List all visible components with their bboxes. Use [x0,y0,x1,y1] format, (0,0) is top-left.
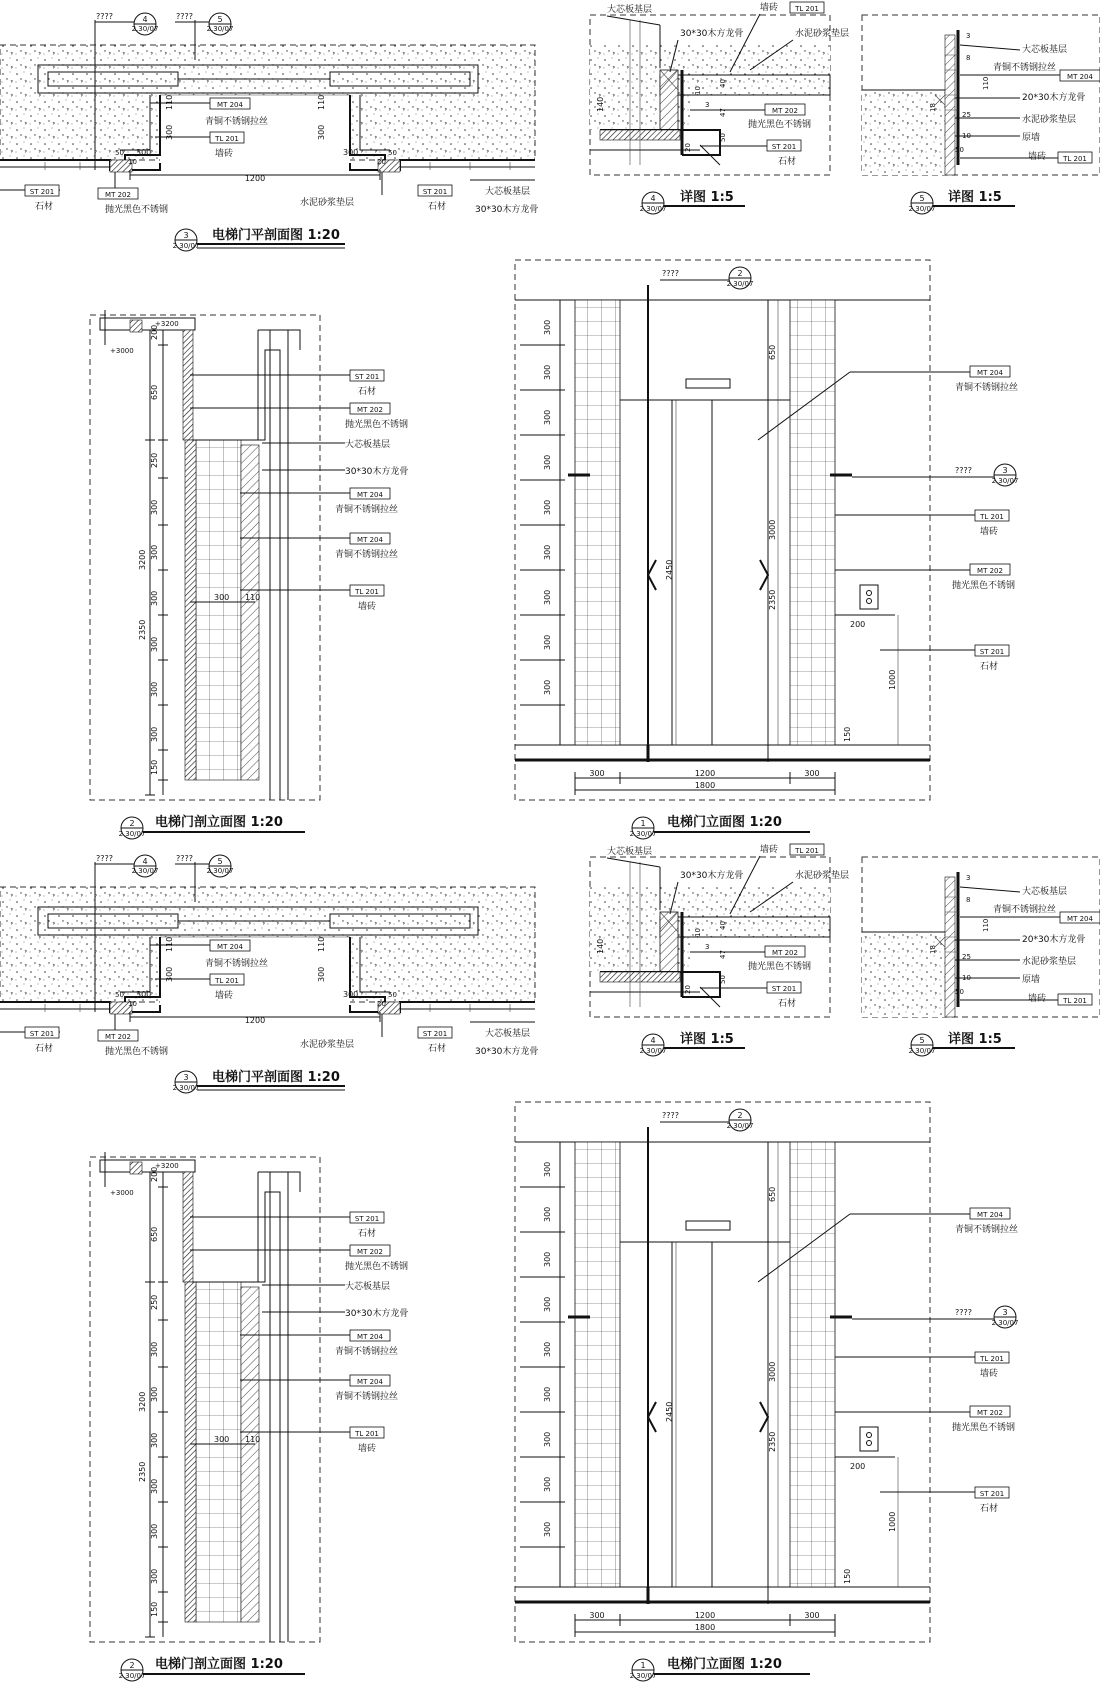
d5-label-batten20: 20*30木方龙骨 [1022,93,1086,103]
elev-ref-top-num: 2 [737,1111,743,1120]
plan-dim-50-right: 50 [388,991,397,999]
d5-label-blockboard: 大芯板基层 [1022,887,1068,897]
d4-tag-tile: TL 201 [795,5,819,13]
elev-dim-left-9: 300 [543,1521,552,1537]
d5-title: 详图 1:5 [948,1032,1002,1047]
elev-label-black-steel: 抛光黑色不锈钢 [952,581,1016,591]
elev-tag-stone: ST 201 [979,648,1005,656]
sec-dim-300-c: 300 [150,1432,159,1448]
d5-dim-25: 25 [962,111,971,119]
d4-dim-20: 20 [684,143,692,152]
d4-tag-black-steel: MT 202 [772,107,798,115]
sec-level-low: +3000 [110,1189,134,1197]
detail-4-view-copy [590,843,849,1056]
plan-label-tile: 墙砖 [215,149,234,159]
sec-label-black-steel: 抛光黑色不锈钢 [345,1262,409,1272]
plan-label-black-steel: 抛光黑色不锈钢 [105,205,169,215]
sec-dim-300-a: 300 [150,1341,159,1357]
plan-tag-brass: MT 204 [217,101,243,109]
elev-ref-top-label: ???? [662,269,679,278]
d4-label-tile: 墙砖 [760,3,779,13]
elev-title: 电梯门立面图 1:20 [667,1657,782,1672]
plan-dim-opening: 1200 [244,1016,266,1025]
d4-dim-50: 50 [719,975,727,984]
sec-tag-stone: ST 201 [354,373,380,381]
d5-title: 详图 1:5 [948,190,1002,205]
repeated-sheet-copy [0,843,1100,1681]
sec-dim-300-b: 300 [150,544,159,560]
elev-label-stone: 石材 [980,662,999,672]
sec-dim-200: 200 [150,1166,159,1182]
sec-dim-300-h: 300 [214,1435,230,1444]
plan-ref-left-label: ???? [96,12,113,21]
plan-ref-left-sheet: 2.30/07 [131,867,159,875]
plan-label-mortar: 水泥砂浆垫层 [300,198,355,208]
elev-dim-left-3: 300 [543,1251,552,1267]
elev-ref-top-num: 2 [737,269,743,278]
plan-ref-right-label: ???? [176,12,193,21]
elev-title-sheet: 2.30/07 [629,1672,657,1680]
d4-dim-10: 10 [694,86,702,95]
plan-ref-left-sheet: 2.30/07 [131,25,159,33]
sec-tag-brass-b: MT 204 [357,1378,383,1386]
elev-dim-2450: 2450 [665,1401,674,1422]
sec-level-top: +3200 [155,320,179,328]
plan-label-brass: 青铜不锈钢拉丝 [205,959,269,969]
plan-ref-right-label: ???? [176,854,193,863]
plan-label-stone-left: 石材 [35,1044,54,1054]
sec-label-stone: 石材 [358,387,377,397]
sec-dim-300-e: 300 [150,1523,159,1539]
d4-label-stone: 石材 [778,999,797,1009]
sec-dim-300-e: 300 [150,681,159,697]
plan-dim-50-left: 50 [115,149,124,157]
plan-dim-50-right: 50 [388,149,397,157]
elev-ref-side-sheet: 2.30/07 [991,477,1019,485]
elev-dim-w-mid: 1200 [694,769,716,778]
sec-dim-250: 250 [150,1294,159,1310]
sec-dim-110: 110 [245,593,261,602]
d4-label-black-steel: 抛光黑色不锈钢 [748,962,812,972]
plan-dim-20: 20 [377,158,386,166]
d4-label-mortar: 水泥砂浆垫层 [795,29,850,39]
elev-title-num: 1 [640,1661,646,1670]
d5-tag-brass: MT 204 [1067,915,1093,923]
plan-title-sheet: 2.30/07 [172,242,200,250]
sec-tag-brass-a: MT 204 [357,491,383,499]
plan-label-stone-right: 石材 [428,1044,447,1054]
plan-label-blockboard: 大芯板基层 [485,1029,531,1039]
d5-dim-8: 8 [966,896,971,904]
d4-tag-black-steel: MT 202 [772,949,798,957]
elev-label-brass: 青铜不锈钢拉丝 [955,383,1019,393]
d4-dim-3: 3 [705,943,710,951]
plan-title-num: 3 [183,231,189,240]
d5-label-original-wall: 原墙 [1022,975,1041,985]
d4-label-mortar: 水泥砂浆垫层 [795,871,850,881]
d4-dim-10: 10 [694,928,702,937]
section-elevation-view [90,310,408,839]
sec-label-brass-b: 青铜不锈钢拉丝 [335,1392,399,1402]
d5-dim-3: 3 [966,32,971,40]
elev-dim-w-left: 300 [589,769,605,778]
elev-dim-3000: 3000 [768,519,777,540]
elev-label-black-steel: 抛光黑色不锈钢 [952,1423,1016,1433]
plan-tag-black-steel: MT 202 [105,1033,131,1041]
d4-dim-40: 40 [719,921,727,930]
sec-label-black-steel: 抛光黑色不锈钢 [345,420,409,430]
elev-title-num: 1 [640,819,646,828]
d4-title: 详图 1:5 [680,190,734,205]
elev-dim-left-5: 300 [543,499,552,515]
d5-tag-tile: TL 201 [1063,155,1087,163]
sec-dim-300-h: 300 [214,593,230,602]
plan-ref-right-num: 5 [217,15,223,24]
d4-label-stone: 石材 [778,157,797,167]
elev-dim-left-7: 300 [543,589,552,605]
elev-dim-left-8: 300 [543,1476,552,1492]
sec-tag-tile: TL 201 [355,1430,379,1438]
elev-dim-left-2: 300 [543,1206,552,1222]
elev-dim-w-mid: 1200 [694,1611,716,1620]
plan-ref-right-sheet: 2.30/07 [206,25,234,33]
elev-dim-3000: 3000 [768,1361,777,1382]
sec-dim-150: 150 [150,759,159,775]
sec-tag-brass-a: MT 204 [357,1333,383,1341]
d4-label-blockboard: 大芯板基层 [607,847,653,857]
plan-dim-110-right: 110 [317,94,326,110]
elev-dim-650: 650 [768,1186,777,1202]
d5-label-tile: 墙砖 [1028,152,1047,162]
sec-tag-stone: ST 201 [354,1215,380,1223]
sec-label-batten: 30*30木方龙骨 [345,467,409,477]
plan-dim-10: 10 [128,158,137,166]
plan-label-blockboard: 大芯板基层 [485,187,531,197]
sec-label-batten: 30*30木方龙骨 [345,1309,409,1319]
plan-label-batten30: 30*30木方龙骨 [475,1047,539,1057]
d4-label-batten: 30*30木方龙骨 [680,29,744,39]
d4-dim-47: 47 [719,108,727,117]
elevation-view [515,260,1018,839]
sec-tag-brass-b: MT 204 [357,536,383,544]
elev-dim-1000: 1000 [888,1511,897,1532]
elev-ref-top-sheet: 2.30/07 [726,1122,754,1130]
elev-left-dims [543,1162,552,1537]
elev-title-sheet: 2.30/07 [629,830,657,838]
d5-label-brass: 青铜不锈钢拉丝 [993,905,1057,915]
sec-dim-300-b: 300 [150,1386,159,1402]
plan-ref-left-num: 4 [142,15,148,24]
plan-dim-depth-right: 300 [317,124,326,140]
plan-ref-right-num: 5 [217,857,223,866]
sec-level-low: +3000 [110,347,134,355]
plan-dim-depth-left: 300 [165,966,174,982]
plan-tag-stone-right: ST 201 [422,188,448,196]
d4-label-blockboard: 大芯板基层 [607,5,653,15]
elev-dim-200: 200 [850,620,866,629]
elev-tag-tile: TL 201 [980,1355,1004,1363]
d5-dim-10: 10 [962,132,971,140]
elev-dim-150: 150 [843,1568,852,1584]
sec-dim-300-d: 300 [150,1478,159,1494]
sec-title-sheet: 2.30/07 [118,1672,146,1680]
elev-dim-left-2: 300 [543,364,552,380]
d4-dim-140: 140 [596,938,605,954]
plan-tag-tile: TL 201 [215,135,239,143]
d5-label-blockboard: 大芯板基层 [1022,45,1068,55]
d5-title-num: 5 [919,1036,925,1045]
plan-ref-left-num: 4 [142,857,148,866]
d4-dim-47: 47 [719,950,727,959]
elev-dim-left-5: 300 [543,1341,552,1357]
plan-label-black-steel: 抛光黑色不锈钢 [105,1047,169,1057]
elev-dim-left-4: 300 [543,1296,552,1312]
sec-title: 电梯门剖立面图 1:20 [155,815,283,830]
plan-label-mortar: 水泥砂浆垫层 [300,1040,355,1050]
sec-dim-650: 650 [150,384,159,400]
sec-tag-black-steel: MT 202 [357,406,383,414]
d4-tag-tile: TL 201 [795,847,819,855]
d5-title-num: 5 [919,194,925,203]
d4-dim-50: 50 [719,133,727,142]
plan-tag-tile: TL 201 [215,977,239,985]
sec-dim-300-a: 300 [150,499,159,515]
d5-dim-25: 25 [962,953,971,961]
d4-tag-stone: ST 201 [771,985,797,993]
elev-ref-side-num: 3 [1002,1308,1008,1317]
plan-dim-left-jamb: 300 [136,990,152,999]
sec-label-tile: 墙砖 [358,1444,377,1454]
sec-label-blockboard: 大芯板基层 [345,440,391,450]
plan-ref-right-sheet: 2.30/07 [206,867,234,875]
d4-label-tile: 墙砖 [760,845,779,855]
elev-tag-stone: ST 201 [979,1490,1005,1498]
elev-dim-2350: 2350 [768,1431,777,1452]
plan-title-num: 3 [183,1073,189,1082]
d5-dim-8: 8 [966,54,971,62]
sec-title-num: 2 [129,819,135,828]
sec-label-stone: 石材 [358,1229,377,1239]
elev-tag-brass: MT 204 [977,369,1003,377]
d5-label-mortar: 水泥砂浆垫层 [1022,115,1077,125]
plan-tag-stone-left: ST 201 [29,188,55,196]
elev-dim-left-3: 300 [543,409,552,425]
elev-dim-left-1: 300 [543,1161,552,1177]
elev-dim-left-6: 300 [543,544,552,560]
sec-dim-2350: 2350 [138,619,147,640]
d5-dim-10: 10 [962,974,971,982]
d5-dim-110: 110 [982,76,990,90]
plan-tag-stone-left: ST 201 [29,1030,55,1038]
plan-dim-right-jamb: 300 [343,148,359,157]
d5-label-original-wall: 原墙 [1022,133,1041,143]
sec-title-num: 2 [129,1661,135,1670]
elevation-view-copy [515,1102,1018,1681]
plan-title: 电梯门平剖面图 1:20 [212,228,340,243]
d4-title-sheet: 2.30/07 [639,205,667,213]
plan-dim-20: 20 [377,1000,386,1008]
sec-dim-2350: 2350 [138,1461,147,1482]
elev-dim-left-6: 300 [543,1386,552,1402]
plan-label-brass: 青铜不锈钢拉丝 [205,117,269,127]
elev-label-stone: 石材 [980,1504,999,1514]
plan-dim-depth-right: 300 [317,966,326,982]
d5-dim-3: 3 [966,874,971,882]
d4-dim-40: 40 [719,79,727,88]
d5-label-tile: 墙砖 [1028,994,1047,1004]
elev-label-tile: 墙砖 [980,1369,999,1379]
d5-dim-18: 18 [929,103,937,112]
detail-5-view [862,15,1100,214]
plan-section-view [0,12,538,251]
plan-section-view-copy [0,854,538,1093]
d4-dim-20: 20 [684,985,692,994]
plan-label-tile: 墙砖 [215,991,234,1001]
elev-label-brass: 青铜不锈钢拉丝 [955,1225,1019,1235]
d5-label-brass: 青铜不锈钢拉丝 [993,63,1057,73]
plan-label-stone-left: 石材 [35,202,54,212]
sec-label-tile: 墙砖 [358,602,377,612]
elev-tag-black-steel: MT 202 [977,567,1003,575]
elev-dim-left-4: 300 [543,454,552,470]
elev-dim-w-total: 1800 [694,781,716,790]
d4-title: 详图 1:5 [680,1032,734,1047]
elev-dim-left-9: 300 [543,679,552,695]
plan-dim-50-left: 50 [115,991,124,999]
d5-dim-50: 50 [955,988,964,996]
plan-tag-stone-right: ST 201 [422,1030,448,1038]
elev-ref-top-label: ???? [662,1111,679,1120]
elev-left-dims [543,320,552,695]
sec-dim-110: 110 [245,1435,261,1444]
sec-title: 电梯门剖立面图 1:20 [155,1657,283,1672]
elev-dim-left-1: 300 [543,319,552,335]
d5-label-batten20: 20*30木方龙骨 [1022,935,1086,945]
elev-dim-w-right: 300 [804,1611,820,1620]
d5-title-sheet: 2.30/07 [908,1047,936,1055]
elev-ref-side-num: 3 [1002,466,1008,475]
plan-tag-black-steel: MT 202 [105,191,131,199]
elev-dim-w-right: 300 [804,769,820,778]
sec-label-brass-b: 青铜不锈钢拉丝 [335,550,399,560]
elev-ref-top-sheet: 2.30/07 [726,280,754,288]
elev-tag-brass: MT 204 [977,1211,1003,1219]
d5-dim-110: 110 [982,918,990,932]
sec-dim-250: 250 [150,452,159,468]
plan-title: 电梯门平剖面图 1:20 [212,1070,340,1085]
elev-label-tile: 墙砖 [980,527,999,537]
elev-ref-side-label: ???? [955,1308,972,1317]
elev-tag-tile: TL 201 [980,513,1004,521]
elev-dim-2450: 2450 [665,559,674,580]
elev-dim-200: 200 [850,1462,866,1471]
elev-dim-150: 150 [843,726,852,742]
sec-dim-300-c: 300 [150,590,159,606]
plan-label-batten30: 30*30木方龙骨 [475,205,539,215]
plan-dim-depth-left: 300 [165,124,174,140]
plan-dim-right-jamb: 300 [343,990,359,999]
sec-tag-black-steel: MT 202 [357,1248,383,1256]
elev-dim-1000: 1000 [888,669,897,690]
d5-dim-18: 18 [929,945,937,954]
sec-tag-tile: TL 201 [355,588,379,596]
d5-tag-brass: MT 204 [1067,73,1093,81]
d4-label-batten: 30*30木方龙骨 [680,871,744,881]
plan-dim-opening: 1200 [244,174,266,183]
plan-ref-left-label: ???? [96,854,113,863]
elev-dim-w-total: 1800 [694,1623,716,1632]
elev-dim-2350: 2350 [768,589,777,610]
d4-label-black-steel: 抛光黑色不锈钢 [748,120,812,130]
sec-dim-300-f: 300 [150,1568,159,1584]
elev-dim-left-8: 300 [543,634,552,650]
elev-tag-black-steel: MT 202 [977,1409,1003,1417]
elev-dim-650: 650 [768,344,777,360]
d4-tag-stone: ST 201 [771,143,797,151]
plan-title-sheet: 2.30/07 [172,1084,200,1092]
sec-dim-200: 200 [150,324,159,340]
sec-title-sheet: 2.30/07 [118,830,146,838]
sec-level-top: +3200 [155,1162,179,1170]
d4-dim-3: 3 [705,101,710,109]
section-elevation-view-copy [90,1152,408,1681]
elev-title: 电梯门立面图 1:20 [667,815,782,830]
d5-dim-50: 50 [955,146,964,154]
sec-dim-150: 150 [150,1601,159,1617]
plan-dim-110-left: 110 [165,94,174,110]
detail-4-view [590,1,849,214]
d4-title-num: 4 [650,1036,656,1045]
sec-dim-650: 650 [150,1226,159,1242]
elev-ref-side-sheet: 2.30/07 [991,1319,1019,1327]
plan-dim-left-jamb: 300 [136,148,152,157]
sec-dim-300-f: 300 [150,726,159,742]
detail-5-view-copy [862,857,1100,1056]
d4-title-num: 4 [650,194,656,203]
sec-dim-300-d: 300 [150,636,159,652]
d5-label-mortar: 水泥砂浆垫层 [1022,957,1077,967]
d5-tag-tile: TL 201 [1063,997,1087,1005]
plan-dim-110-right: 110 [317,936,326,952]
sec-label-blockboard: 大芯板基层 [345,1282,391,1292]
plan-dim-10: 10 [128,1000,137,1008]
d5-title-sheet: 2.30/07 [908,205,936,213]
d4-title-sheet: 2.30/07 [639,1047,667,1055]
sec-dim-3200: 3200 [138,1391,147,1412]
elev-dim-left-7: 300 [543,1431,552,1447]
plan-tag-brass: MT 204 [217,943,243,951]
d4-dim-140: 140 [596,96,605,112]
plan-dim-110-left: 110 [165,936,174,952]
sec-dim-3200: 3200 [138,549,147,570]
elev-dim-w-left: 300 [589,1611,605,1620]
plan-label-stone-right: 石材 [428,202,447,212]
sec-label-brass-a: 青铜不锈钢拉丝 [335,1347,399,1357]
elev-ref-side-label: ???? [955,466,972,475]
sec-label-brass-a: 青铜不锈钢拉丝 [335,505,399,515]
